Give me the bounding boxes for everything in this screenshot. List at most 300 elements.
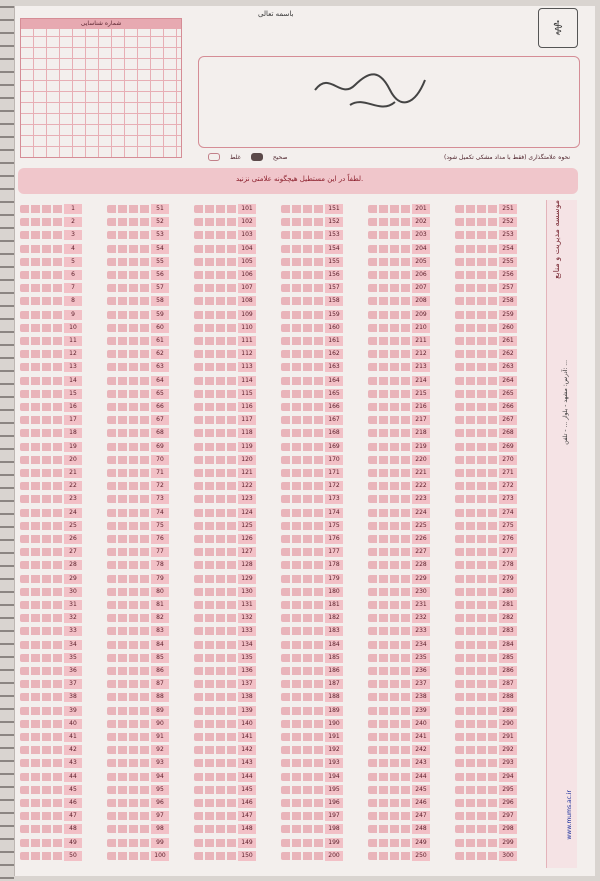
answer-bubbles[interactable] xyxy=(107,429,151,437)
answer-bubbles[interactable] xyxy=(194,720,238,728)
answer-row[interactable] xyxy=(281,508,343,518)
answer-bubbles[interactable] xyxy=(455,786,499,794)
answer-row[interactable] xyxy=(368,534,430,544)
answer-row[interactable] xyxy=(20,376,82,386)
answer-bubbles[interactable] xyxy=(281,680,325,688)
answer-bubbles[interactable] xyxy=(281,469,325,477)
answer-row[interactable] xyxy=(281,310,343,320)
answer-bubbles[interactable] xyxy=(368,324,412,332)
answer-row[interactable] xyxy=(281,428,343,438)
answer-bubbles[interactable] xyxy=(368,205,412,213)
answer-row[interactable] xyxy=(194,310,256,320)
answer-row[interactable] xyxy=(194,402,256,412)
answer-bubbles[interactable] xyxy=(107,416,151,424)
answer-bubbles[interactable] xyxy=(107,218,151,226)
answer-bubbles[interactable] xyxy=(194,363,238,371)
answer-row[interactable] xyxy=(194,296,256,306)
answer-row[interactable] xyxy=(194,270,256,280)
answer-row[interactable] xyxy=(194,217,256,227)
answer-row[interactable] xyxy=(107,296,169,306)
answer-row[interactable] xyxy=(194,323,256,333)
answer-row[interactable] xyxy=(281,230,343,240)
answer-row[interactable] xyxy=(194,230,256,240)
answer-row[interactable] xyxy=(20,402,82,412)
answer-row[interactable] xyxy=(455,521,517,531)
answer-bubbles[interactable] xyxy=(194,825,238,833)
answer-row[interactable] xyxy=(281,244,343,254)
answer-bubbles[interactable] xyxy=(368,548,412,556)
answer-row[interactable] xyxy=(368,798,430,808)
answer-bubbles[interactable] xyxy=(20,825,64,833)
answer-row[interactable] xyxy=(194,494,256,504)
answer-row[interactable] xyxy=(281,257,343,267)
answer-row[interactable] xyxy=(455,785,517,795)
answer-bubbles[interactable] xyxy=(455,852,499,860)
answer-bubbles[interactable] xyxy=(368,429,412,437)
answer-bubbles[interactable] xyxy=(368,693,412,701)
answer-bubbles[interactable] xyxy=(194,443,238,451)
answer-bubbles[interactable] xyxy=(368,707,412,715)
answer-bubbles[interactable] xyxy=(194,614,238,622)
answer-bubbles[interactable] xyxy=(194,627,238,635)
answer-bubbles[interactable] xyxy=(20,707,64,715)
answer-row[interactable] xyxy=(455,323,517,333)
answer-bubbles[interactable] xyxy=(281,245,325,253)
answer-row[interactable] xyxy=(194,455,256,465)
answer-row[interactable] xyxy=(194,376,256,386)
answer-bubbles[interactable] xyxy=(107,284,151,292)
answer-row[interactable] xyxy=(107,653,169,663)
answer-bubbles[interactable] xyxy=(455,693,499,701)
answer-bubbles[interactable] xyxy=(20,667,64,675)
answer-bubbles[interactable] xyxy=(368,231,412,239)
answer-bubbles[interactable] xyxy=(281,746,325,754)
answer-row[interactable] xyxy=(20,428,82,438)
answer-row[interactable] xyxy=(455,824,517,834)
answer-bubbles[interactable] xyxy=(20,641,64,649)
answer-row[interactable] xyxy=(194,468,256,478)
answer-bubbles[interactable] xyxy=(455,720,499,728)
answer-row[interactable] xyxy=(194,851,256,861)
answer-bubbles[interactable] xyxy=(107,205,151,213)
answer-row[interactable] xyxy=(281,640,343,650)
answer-row[interactable] xyxy=(281,336,343,346)
answer-row[interactable] xyxy=(281,283,343,293)
answer-bubbles[interactable] xyxy=(20,271,64,279)
answer-bubbles[interactable] xyxy=(368,786,412,794)
answer-row[interactable] xyxy=(281,296,343,306)
answer-row[interactable] xyxy=(107,349,169,359)
answer-bubbles[interactable] xyxy=(107,469,151,477)
answer-bubbles[interactable] xyxy=(455,390,499,398)
answer-row[interactable] xyxy=(194,587,256,597)
answer-bubbles[interactable] xyxy=(455,812,499,820)
answer-bubbles[interactable] xyxy=(107,509,151,517)
answer-row[interactable] xyxy=(281,692,343,702)
answer-row[interactable] xyxy=(455,534,517,544)
answer-row[interactable] xyxy=(368,811,430,821)
answer-row[interactable] xyxy=(455,547,517,557)
answer-bubbles[interactable] xyxy=(455,509,499,517)
answer-bubbles[interactable] xyxy=(20,469,64,477)
answer-row[interactable] xyxy=(194,824,256,834)
answer-bubbles[interactable] xyxy=(107,733,151,741)
answer-bubbles[interactable] xyxy=(194,561,238,569)
answer-bubbles[interactable] xyxy=(20,297,64,305)
answer-row[interactable] xyxy=(20,732,82,742)
answer-bubbles[interactable] xyxy=(281,509,325,517)
answer-bubbles[interactable] xyxy=(194,456,238,464)
answer-bubbles[interactable] xyxy=(455,218,499,226)
answer-bubbles[interactable] xyxy=(281,311,325,319)
answer-bubbles[interactable] xyxy=(281,231,325,239)
answer-bubbles[interactable] xyxy=(281,377,325,385)
answer-row[interactable] xyxy=(194,574,256,584)
answer-bubbles[interactable] xyxy=(107,350,151,358)
answer-row[interactable] xyxy=(455,455,517,465)
answer-bubbles[interactable] xyxy=(194,601,238,609)
answer-bubbles[interactable] xyxy=(194,350,238,358)
answer-bubbles[interactable] xyxy=(107,258,151,266)
answer-bubbles[interactable] xyxy=(20,561,64,569)
answer-bubbles[interactable] xyxy=(281,627,325,635)
answer-bubbles[interactable] xyxy=(281,786,325,794)
answer-bubbles[interactable] xyxy=(455,363,499,371)
answer-row[interactable] xyxy=(107,851,169,861)
answer-row[interactable] xyxy=(107,772,169,782)
answer-bubbles[interactable] xyxy=(368,773,412,781)
answer-row[interactable] xyxy=(455,508,517,518)
answer-bubbles[interactable] xyxy=(107,839,151,847)
answer-bubbles[interactable] xyxy=(20,456,64,464)
answer-bubbles[interactable] xyxy=(455,377,499,385)
answer-row[interactable] xyxy=(368,402,430,412)
answer-bubbles[interactable] xyxy=(368,495,412,503)
answer-row[interactable] xyxy=(281,679,343,689)
answer-bubbles[interactable] xyxy=(194,377,238,385)
answer-bubbles[interactable] xyxy=(368,522,412,530)
answer-row[interactable] xyxy=(107,798,169,808)
answer-bubbles[interactable] xyxy=(20,218,64,226)
answer-row[interactable] xyxy=(455,587,517,597)
answer-row[interactable] xyxy=(107,323,169,333)
answer-row[interactable] xyxy=(281,547,343,557)
answer-bubbles[interactable] xyxy=(20,324,64,332)
answer-bubbles[interactable] xyxy=(368,614,412,622)
answer-bubbles[interactable] xyxy=(281,403,325,411)
answer-row[interactable] xyxy=(194,336,256,346)
answer-bubbles[interactable] xyxy=(194,812,238,820)
answer-row[interactable] xyxy=(20,310,82,320)
answer-bubbles[interactable] xyxy=(194,588,238,596)
answer-row[interactable] xyxy=(20,508,82,518)
answer-bubbles[interactable] xyxy=(194,403,238,411)
answer-bubbles[interactable] xyxy=(107,627,151,635)
answer-bubbles[interactable] xyxy=(455,654,499,662)
answer-bubbles[interactable] xyxy=(107,443,151,451)
answer-bubbles[interactable] xyxy=(281,667,325,675)
answer-bubbles[interactable] xyxy=(455,258,499,266)
answer-row[interactable] xyxy=(368,758,430,768)
answer-bubbles[interactable] xyxy=(194,245,238,253)
answer-row[interactable] xyxy=(107,521,169,531)
answer-bubbles[interactable] xyxy=(368,812,412,820)
answer-row[interactable] xyxy=(107,362,169,372)
answer-row[interactable] xyxy=(281,811,343,821)
answer-row[interactable] xyxy=(20,626,82,636)
answer-bubbles[interactable] xyxy=(20,839,64,847)
answer-row[interactable] xyxy=(368,442,430,452)
answer-bubbles[interactable] xyxy=(107,390,151,398)
answer-bubbles[interactable] xyxy=(281,205,325,213)
answer-bubbles[interactable] xyxy=(281,588,325,596)
answer-bubbles[interactable] xyxy=(107,720,151,728)
answer-row[interactable] xyxy=(368,468,430,478)
answer-row[interactable] xyxy=(368,349,430,359)
answer-bubbles[interactable] xyxy=(455,825,499,833)
answer-row[interactable] xyxy=(20,481,82,491)
answer-row[interactable] xyxy=(455,719,517,729)
answer-row[interactable] xyxy=(107,811,169,821)
answer-row[interactable] xyxy=(20,217,82,227)
answer-bubbles[interactable] xyxy=(20,799,64,807)
answer-bubbles[interactable] xyxy=(194,218,238,226)
answer-row[interactable] xyxy=(281,838,343,848)
answer-row[interactable] xyxy=(107,824,169,834)
answer-row[interactable] xyxy=(455,349,517,359)
answer-bubbles[interactable] xyxy=(107,680,151,688)
answer-bubbles[interactable] xyxy=(368,746,412,754)
answer-row[interactable] xyxy=(281,824,343,834)
answer-row[interactable] xyxy=(368,296,430,306)
answer-row[interactable] xyxy=(107,428,169,438)
answer-row[interactable] xyxy=(368,547,430,557)
answer-row[interactable] xyxy=(194,257,256,267)
answer-row[interactable] xyxy=(368,376,430,386)
answer-row[interactable] xyxy=(368,283,430,293)
answer-bubbles[interactable] xyxy=(281,799,325,807)
answer-bubbles[interactable] xyxy=(20,693,64,701)
answer-row[interactable] xyxy=(455,336,517,346)
answer-bubbles[interactable] xyxy=(20,627,64,635)
answer-row[interactable] xyxy=(20,824,82,834)
answer-row[interactable] xyxy=(107,402,169,412)
answer-row[interactable] xyxy=(194,666,256,676)
answer-row[interactable] xyxy=(107,785,169,795)
answer-bubbles[interactable] xyxy=(194,667,238,675)
answer-row[interactable] xyxy=(194,244,256,254)
answer-row[interactable] xyxy=(194,640,256,650)
answer-row[interactable] xyxy=(368,217,430,227)
answer-row[interactable] xyxy=(194,719,256,729)
answer-row[interactable] xyxy=(368,719,430,729)
answer-row[interactable] xyxy=(194,349,256,359)
answer-bubbles[interactable] xyxy=(194,324,238,332)
answer-row[interactable] xyxy=(194,772,256,782)
answer-bubbles[interactable] xyxy=(368,825,412,833)
answer-row[interactable] xyxy=(281,758,343,768)
answer-bubbles[interactable] xyxy=(368,641,412,649)
answer-row[interactable] xyxy=(20,600,82,610)
answer-row[interactable] xyxy=(368,560,430,570)
answer-bubbles[interactable] xyxy=(281,324,325,332)
answer-bubbles[interactable] xyxy=(281,258,325,266)
answer-bubbles[interactable] xyxy=(368,627,412,635)
answer-bubbles[interactable] xyxy=(194,429,238,437)
answer-bubbles[interactable] xyxy=(281,522,325,530)
answer-row[interactable] xyxy=(20,640,82,650)
answer-row[interactable] xyxy=(368,455,430,465)
answer-row[interactable] xyxy=(281,521,343,531)
answer-row[interactable] xyxy=(20,587,82,597)
answer-bubbles[interactable] xyxy=(194,482,238,490)
answer-row[interactable] xyxy=(368,666,430,676)
answer-row[interactable] xyxy=(455,481,517,491)
answer-row[interactable] xyxy=(281,613,343,623)
answer-bubbles[interactable] xyxy=(20,654,64,662)
answer-bubbles[interactable] xyxy=(20,773,64,781)
answer-bubbles[interactable] xyxy=(455,535,499,543)
answer-row[interactable] xyxy=(455,257,517,267)
answer-bubbles[interactable] xyxy=(455,482,499,490)
answer-row[interactable] xyxy=(20,692,82,702)
answer-bubbles[interactable] xyxy=(20,205,64,213)
answer-bubbles[interactable] xyxy=(455,641,499,649)
answer-bubbles[interactable] xyxy=(368,733,412,741)
answer-row[interactable] xyxy=(20,257,82,267)
answer-bubbles[interactable] xyxy=(281,495,325,503)
answer-bubbles[interactable] xyxy=(107,667,151,675)
answer-row[interactable] xyxy=(368,851,430,861)
answer-bubbles[interactable] xyxy=(368,271,412,279)
answer-row[interactable] xyxy=(455,560,517,570)
answer-bubbles[interactable] xyxy=(368,416,412,424)
answer-bubbles[interactable] xyxy=(281,614,325,622)
answer-bubbles[interactable] xyxy=(368,284,412,292)
answer-bubbles[interactable] xyxy=(194,575,238,583)
answer-row[interactable] xyxy=(20,494,82,504)
answer-row[interactable] xyxy=(107,217,169,227)
answer-bubbles[interactable] xyxy=(107,786,151,794)
answer-row[interactable] xyxy=(107,587,169,597)
answer-row[interactable] xyxy=(368,521,430,531)
answer-row[interactable] xyxy=(281,376,343,386)
answer-bubbles[interactable] xyxy=(20,337,64,345)
answer-bubbles[interactable] xyxy=(20,231,64,239)
answer-bubbles[interactable] xyxy=(281,654,325,662)
answer-bubbles[interactable] xyxy=(107,377,151,385)
answer-row[interactable] xyxy=(20,666,82,676)
answer-row[interactable] xyxy=(194,626,256,636)
answer-row[interactable] xyxy=(107,706,169,716)
answer-bubbles[interactable] xyxy=(455,429,499,437)
answer-bubbles[interactable] xyxy=(107,324,151,332)
answer-row[interactable] xyxy=(368,785,430,795)
answer-bubbles[interactable] xyxy=(368,443,412,451)
answer-bubbles[interactable] xyxy=(455,311,499,319)
answer-row[interactable] xyxy=(20,653,82,663)
answer-row[interactable] xyxy=(455,574,517,584)
answer-row[interactable] xyxy=(368,494,430,504)
answer-row[interactable] xyxy=(455,310,517,320)
answer-bubbles[interactable] xyxy=(281,416,325,424)
answer-bubbles[interactable] xyxy=(455,680,499,688)
answer-row[interactable] xyxy=(107,230,169,240)
answer-bubbles[interactable] xyxy=(455,456,499,464)
answer-bubbles[interactable] xyxy=(107,614,151,622)
answer-row[interactable] xyxy=(455,851,517,861)
answer-bubbles[interactable] xyxy=(368,297,412,305)
answer-row[interactable] xyxy=(107,560,169,570)
answer-bubbles[interactable] xyxy=(194,495,238,503)
answer-row[interactable] xyxy=(455,666,517,676)
answer-row[interactable] xyxy=(368,481,430,491)
answer-bubbles[interactable] xyxy=(281,350,325,358)
answer-bubbles[interactable] xyxy=(368,377,412,385)
answer-bubbles[interactable] xyxy=(194,641,238,649)
answer-bubbles[interactable] xyxy=(20,588,64,596)
answer-row[interactable] xyxy=(20,851,82,861)
answer-row[interactable] xyxy=(194,389,256,399)
answer-bubbles[interactable] xyxy=(107,561,151,569)
answer-bubbles[interactable] xyxy=(20,812,64,820)
answer-bubbles[interactable] xyxy=(368,839,412,847)
answer-bubbles[interactable] xyxy=(107,746,151,754)
answer-row[interactable] xyxy=(20,534,82,544)
answer-bubbles[interactable] xyxy=(107,641,151,649)
answer-row[interactable] xyxy=(20,613,82,623)
answer-row[interactable] xyxy=(455,468,517,478)
answer-bubbles[interactable] xyxy=(20,311,64,319)
answer-bubbles[interactable] xyxy=(194,284,238,292)
answer-row[interactable] xyxy=(107,732,169,742)
answer-bubbles[interactable] xyxy=(20,416,64,424)
answer-bubbles[interactable] xyxy=(455,746,499,754)
answer-bubbles[interactable] xyxy=(281,707,325,715)
answer-row[interactable] xyxy=(281,270,343,280)
answer-bubbles[interactable] xyxy=(107,231,151,239)
answer-bubbles[interactable] xyxy=(455,799,499,807)
answer-bubbles[interactable] xyxy=(281,337,325,345)
answer-row[interactable] xyxy=(20,296,82,306)
answer-row[interactable] xyxy=(368,204,430,214)
answer-bubbles[interactable] xyxy=(281,271,325,279)
answer-row[interactable] xyxy=(107,494,169,504)
answer-bubbles[interactable] xyxy=(368,799,412,807)
answer-row[interactable] xyxy=(194,560,256,570)
answer-row[interactable] xyxy=(20,389,82,399)
answer-row[interactable] xyxy=(107,758,169,768)
answer-bubbles[interactable] xyxy=(455,324,499,332)
answer-row[interactable] xyxy=(194,706,256,716)
answer-row[interactable] xyxy=(20,468,82,478)
answer-row[interactable] xyxy=(107,600,169,610)
answer-row[interactable] xyxy=(281,217,343,227)
answer-bubbles[interactable] xyxy=(20,601,64,609)
answer-bubbles[interactable] xyxy=(368,601,412,609)
answer-bubbles[interactable] xyxy=(281,759,325,767)
answer-row[interactable] xyxy=(368,613,430,623)
answer-bubbles[interactable] xyxy=(194,258,238,266)
answer-bubbles[interactable] xyxy=(20,509,64,517)
answer-bubbles[interactable] xyxy=(107,812,151,820)
answer-row[interactable] xyxy=(281,851,343,861)
answer-row[interactable] xyxy=(20,785,82,795)
answer-row[interactable] xyxy=(455,745,517,755)
answer-bubbles[interactable] xyxy=(107,337,151,345)
answer-bubbles[interactable] xyxy=(368,218,412,226)
answer-bubbles[interactable] xyxy=(455,337,499,345)
